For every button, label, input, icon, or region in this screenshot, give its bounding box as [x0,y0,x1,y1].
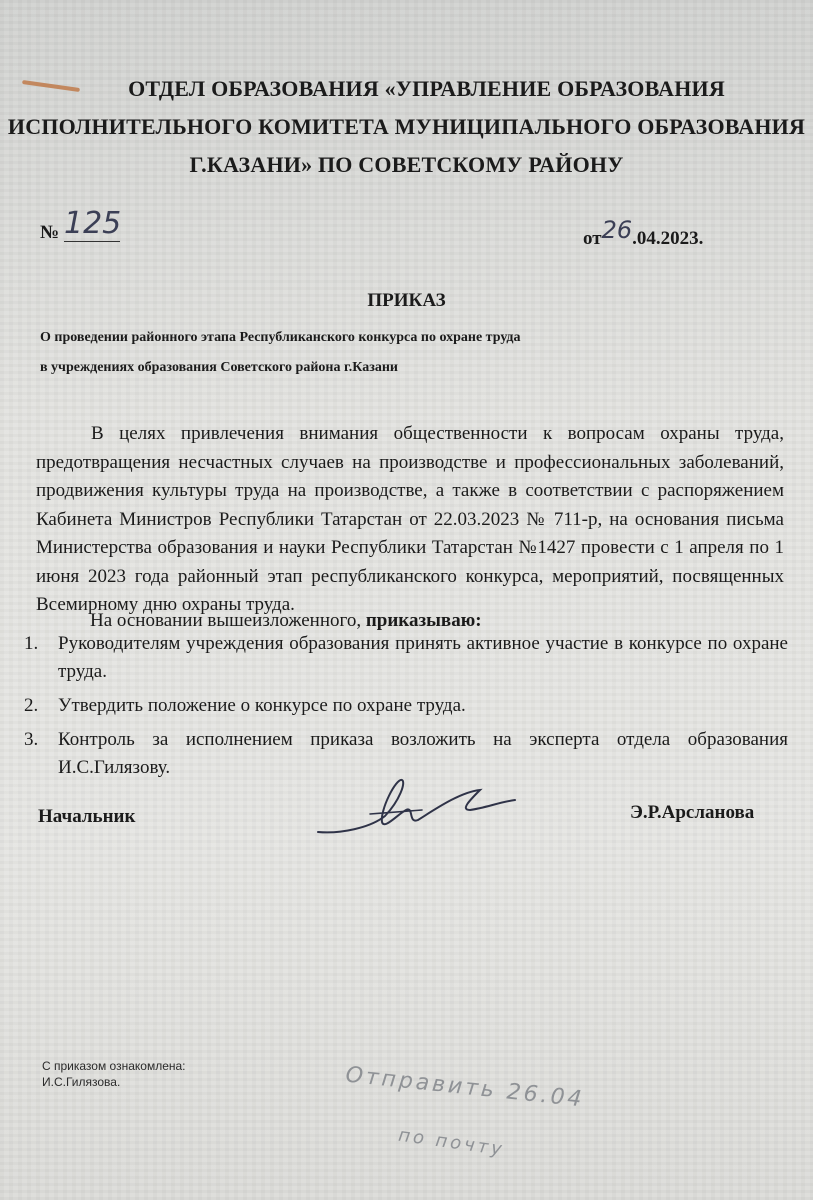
acknowledgement-line-2: И.С.Гилязова. [42,1075,121,1089]
basis-bold: приказываю: [365,610,482,631]
basis-text: На основании вышеизложенного, [90,610,366,631]
subject-line-1: О проведении районного этапа Республиканского конкурса по охране труда [40,330,521,345]
body-paragraph: В целях привлечения внимания общественности к вопросам охраны труда, предотвращения несчастных случаев на производстве и профессиональных заболеваний, продвижения культуры труда на производстве, а также в соответствии с распоряжением Кабинета Министров Республики Татарстан от 22.03.2023 № 711-р, на основания письма Министерства образования и науки Республики Татарстан №1427 провести с 1 апреля по 1 июня 2023 года районный этап республиканского конкурса, мероприятий, посвященных Всемирному дню охраны труда. [36,423,784,615]
header-line-1: ОТДЕЛ ОБРАЗОВАНИЯ «УПРАВЛЕНИЕ ОБРАЗОВАНИЯ [128,76,725,101]
signatory-name: Э.Р.Арсланова [630,802,755,823]
basis-line [90,610,482,632]
order-items [18,630,788,788]
handwritten-signature [310,770,520,850]
header-line-2: ИСПОЛНИТЕЛЬНОГО КОМИТЕТА МУНИЦИПАЛЬНОГО ОБРАЗОВАНИЯ [7,114,806,139]
handwritten-note-2: по почту [397,1124,507,1161]
document-title: ПРИКАЗ [367,290,446,311]
order-date-day-handwritten: 26 [601,216,633,244]
acknowledgement [42,1058,186,1090]
subject-line-2: в учреждениях образования Советского района г.Казани [40,360,398,375]
order-date-prefix: от [583,228,602,249]
item-number: 2. [24,695,39,716]
item-number: 3. [24,729,39,750]
handwritten-note-1: Отправить 26.04 [344,1062,586,1113]
item-text: Руководителям учреждения образования принять активное участие в конкурсе по охране труда. [58,633,788,682]
item-text: Утвердить положение о конкурсе по охране труда. [58,695,466,716]
signatory-title: Начальник [38,806,136,827]
acknowledgement-line-1: С приказом ознакомлена: [42,1059,186,1073]
document-header [0,70,813,184]
body-text [36,420,784,620]
order-date-rest: .04.2023. [632,228,704,249]
order-number-handwritten: 125 [64,206,122,241]
list-item [18,630,788,686]
order-number-label: № [40,222,60,243]
item-number: 1. [24,633,39,654]
list-item [18,692,788,720]
header-line-3: Г.КАЗАНИ» ПО СОВЕТСКОМУ РАЙОНУ [189,152,624,177]
order-date [583,216,704,250]
item-text: Контроль за исполнением приказа возложить на эксперта отдела образования И.С.Гилязову. [58,729,788,778]
